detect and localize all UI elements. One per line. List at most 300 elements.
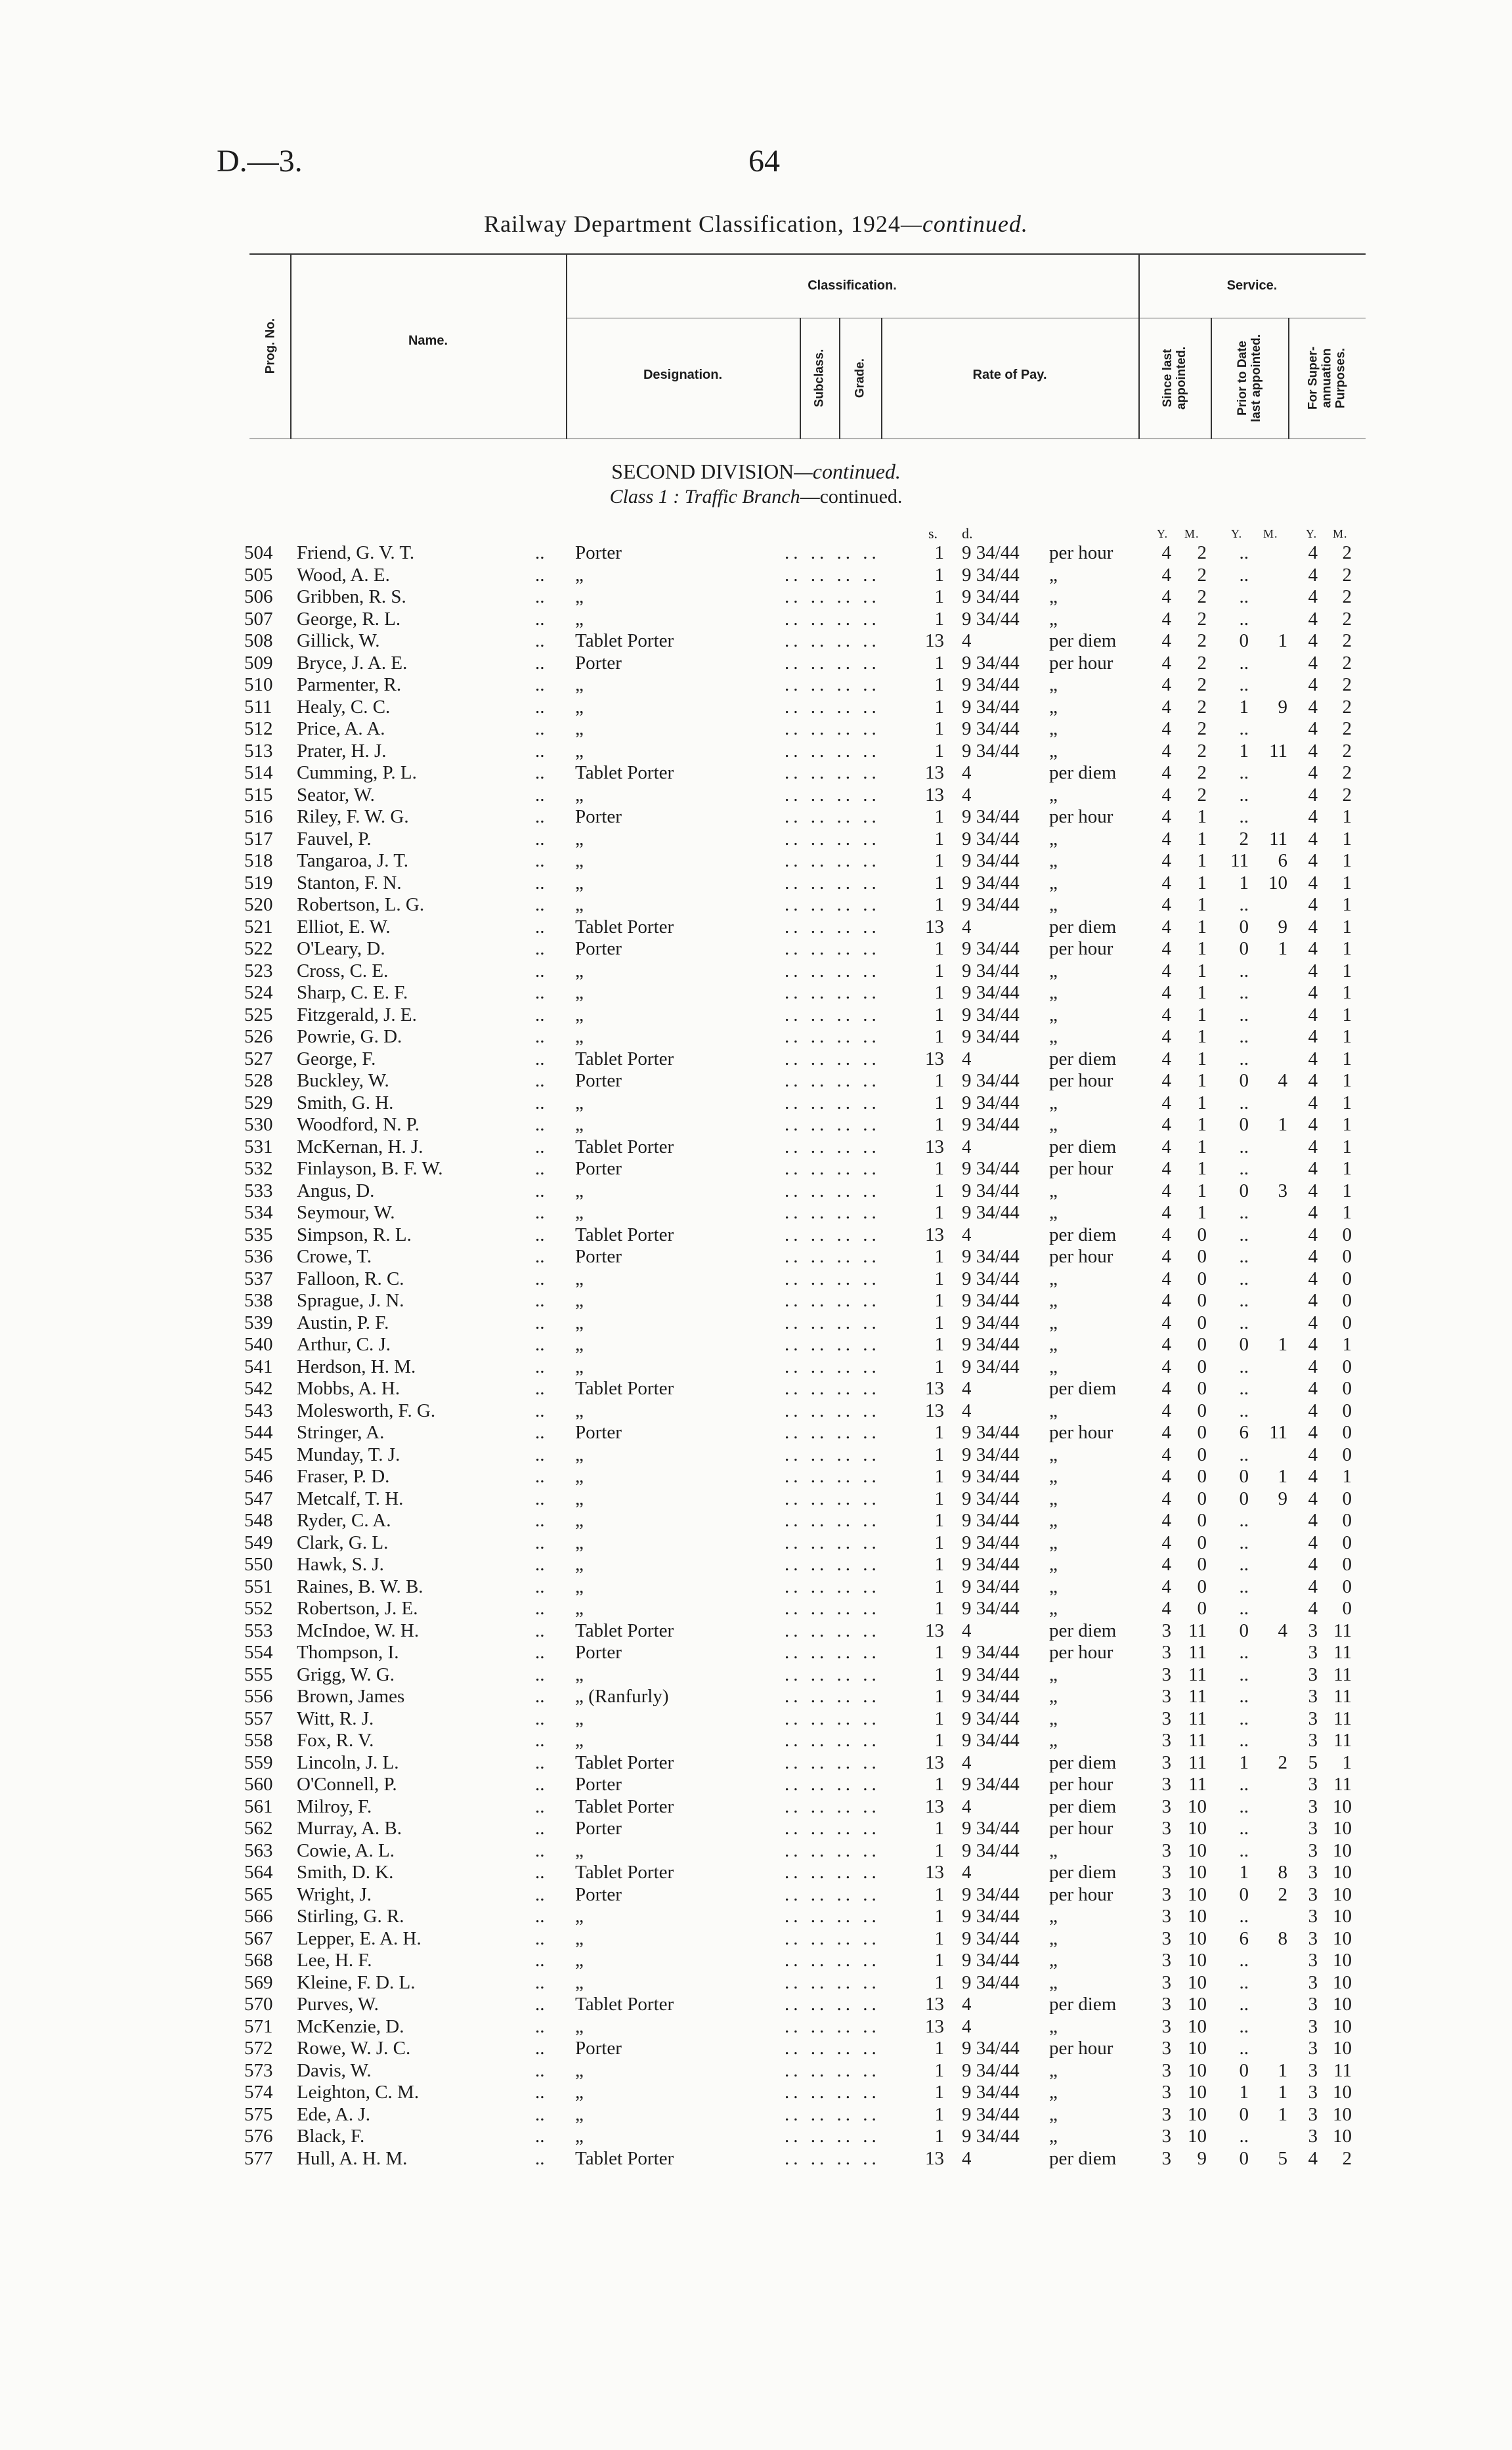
super-months: 1 (1342, 916, 1352, 937)
super-months: 11 (1333, 1708, 1352, 1729)
designation: Porter (575, 1642, 622, 1663)
super-years: 3 (1308, 1664, 1318, 1685)
prior-years: .. (1239, 1598, 1249, 1619)
prog-no: 505 (244, 564, 273, 586)
unit-months-prior: M. (1263, 527, 1278, 540)
rate-pence: 9 34/44 (962, 564, 1020, 586)
since-months: 0 (1197, 1246, 1207, 1267)
prior-years: .. (1239, 1026, 1249, 1047)
prog-no: 521 (244, 916, 273, 937)
super-years: 4 (1308, 916, 1318, 937)
unit-months-since: M. (1184, 527, 1199, 540)
staff-name: Raines, B. W. B. (297, 1576, 423, 1597)
since-months: 11 (1188, 1620, 1207, 1641)
leader-dots: .. (535, 1708, 545, 1729)
leader-dots: .. (535, 1818, 545, 1839)
rate-basis: „ (1049, 2126, 1058, 2147)
rate-shillings: 13 (925, 1048, 944, 1069)
prior-years: .. (1239, 2038, 1249, 2059)
since-years: 4 (1161, 1246, 1171, 1267)
designation: Porter (575, 542, 622, 563)
rate-shillings: 1 (934, 1312, 944, 1333)
super-months: 0 (1342, 1400, 1352, 1421)
prior-years: .. (1239, 784, 1249, 806)
rate-pence: 9 34/44 (962, 1576, 1020, 1597)
since-months: 10 (1188, 1971, 1207, 1993)
staff-name: Falloon, R. C. (297, 1268, 404, 1289)
divider-designation-subclass (800, 318, 801, 439)
rate-shillings: 1 (934, 1642, 944, 1663)
rate-pence: 9 34/44 (962, 1927, 1020, 1949)
leader-dots: .. .. .. .. (785, 1312, 880, 1333)
rate-basis: „ (1049, 1598, 1058, 1619)
rate-shillings: 1 (934, 608, 944, 630)
rate-pence: 4 (962, 630, 972, 651)
rate-pence: 4 (962, 1862, 972, 1883)
leader-dots: .. .. .. .. (785, 1664, 880, 1685)
rate-basis: per diem (1049, 762, 1117, 783)
table-row (0, 1906, 1512, 1928)
super-years: 3 (1308, 1927, 1318, 1949)
rate-shillings: 1 (934, 718, 944, 739)
rate-pence: 4 (962, 1048, 972, 1069)
staff-name: Bryce, J. A. E. (297, 652, 408, 674)
staff-name: Leighton, C. M. (297, 2082, 420, 2103)
prior-years: .. (1239, 1092, 1249, 1113)
since-months: 1 (1197, 938, 1207, 959)
leader-dots: .. (535, 872, 545, 893)
table-row (0, 1620, 1512, 1643)
prior-years: .. (1239, 1730, 1249, 1751)
designation: „ (575, 1906, 584, 1927)
rate-shillings: 1 (934, 696, 944, 718)
leader-dots: .. .. .. .. (785, 586, 880, 607)
table-row (0, 1818, 1512, 1840)
super-months: 2 (1342, 696, 1352, 718)
rate-shillings: 1 (934, 564, 944, 586)
leader-dots: .. .. .. .. (785, 1422, 880, 1443)
prog-no: 509 (244, 652, 273, 674)
table-row (0, 2104, 1512, 2126)
rate-shillings: 1 (934, 740, 944, 762)
super-months: 2 (1342, 762, 1352, 783)
leader-dots: .. (535, 1092, 545, 1113)
leader-dots: .. (535, 894, 545, 915)
designation: „ (575, 982, 584, 1003)
super-years: 3 (1308, 1708, 1318, 1729)
prior-years: 0 (1239, 1883, 1249, 1905)
table-row (0, 565, 1512, 587)
staff-table-body (0, 542, 1512, 2170)
since-years: 4 (1161, 1026, 1171, 1047)
rate-basis: „ (1049, 1202, 1058, 1223)
prog-no: 576 (244, 2126, 273, 2147)
rate-shillings: 13 (925, 1224, 944, 1245)
designation: „ (575, 1927, 584, 1949)
since-months: 1 (1197, 1004, 1207, 1025)
super-years: 3 (1308, 1642, 1318, 1663)
rate-basis: per hour (1049, 806, 1113, 827)
prior-years: .. (1239, 1818, 1249, 1839)
rate-basis: per diem (1049, 1752, 1117, 1773)
leader-dots: .. (535, 1686, 545, 1707)
rate-basis: „ (1049, 1114, 1058, 1135)
table-row (0, 1334, 1512, 1356)
super-years: 4 (1308, 1026, 1318, 1047)
leader-dots: .. (535, 1950, 545, 1971)
since-years: 4 (1161, 1378, 1171, 1399)
super-months: 0 (1342, 1312, 1352, 1333)
leader-dots: .. (535, 718, 545, 739)
staff-name: Brown, James (297, 1686, 405, 1707)
since-years: 3 (1161, 1730, 1171, 1751)
rate-shillings: 1 (934, 674, 944, 695)
rate-pence: 9 34/44 (962, 1488, 1020, 1509)
since-months: 2 (1197, 608, 1207, 630)
rate-basis: per diem (1049, 2147, 1117, 2169)
staff-name: Fitzgerald, J. E. (297, 1004, 417, 1025)
super-years: 3 (1308, 2015, 1318, 2037)
rate-pence: 9 34/44 (962, 1906, 1020, 1927)
since-months: 0 (1197, 1466, 1207, 1487)
prior-years: .. (1239, 1664, 1249, 1685)
since-years: 4 (1161, 828, 1171, 849)
staff-name: Hawk, S. J. (297, 1554, 384, 1575)
prior-months: 11 (1269, 1422, 1287, 1443)
since-months: 1 (1197, 982, 1207, 1003)
leader-dots: .. (535, 1334, 545, 1355)
rate-basis: per diem (1049, 916, 1117, 937)
rate-basis: „ (1049, 1312, 1058, 1333)
table-row (0, 1994, 1512, 2016)
table-row (0, 741, 1512, 763)
rate-shillings: 1 (934, 1664, 944, 1685)
table-row (0, 806, 1512, 828)
table-row (0, 1048, 1512, 1071)
rate-shillings: 1 (934, 2059, 944, 2081)
rate-pence: 9 34/44 (962, 1444, 1020, 1465)
since-years: 4 (1161, 806, 1171, 827)
leader-dots: .. .. .. .. (785, 674, 880, 695)
since-years: 3 (1161, 1862, 1171, 1883)
designation: „ (575, 1180, 584, 1201)
prior-years: .. (1239, 1950, 1249, 1971)
prior-years: 1 (1239, 740, 1249, 762)
leader-dots: .. (535, 586, 545, 607)
table-row (0, 1532, 1512, 1555)
super-years: 4 (1308, 1598, 1318, 1619)
designation: Tablet Porter (575, 2147, 674, 2169)
designation: Porter (575, 938, 622, 959)
leader-dots: .. (535, 1839, 545, 1861)
rate-shillings: 1 (934, 1246, 944, 1267)
unit-years-prior: Y. (1231, 527, 1243, 540)
since-years: 4 (1161, 850, 1171, 871)
since-years: 3 (1161, 1971, 1171, 1993)
prior-years: .. (1239, 1224, 1249, 1245)
since-years: 3 (1161, 2103, 1171, 2125)
rate-basis: per hour (1049, 652, 1113, 674)
leader-dots: .. .. .. .. (785, 2015, 880, 2037)
page-title-continued: —continued. (900, 211, 1028, 237)
since-years: 4 (1161, 740, 1171, 762)
header-grade: Grade. (853, 358, 867, 398)
designation: „ (575, 1004, 584, 1025)
staff-name: Healy, C. C. (297, 696, 391, 718)
rate-pence: 4 (962, 916, 972, 937)
designation: „ (575, 1532, 584, 1553)
super-months: 1 (1342, 894, 1352, 915)
super-years: 4 (1308, 1444, 1318, 1465)
rate-shillings: 1 (934, 1730, 944, 1751)
super-years: 4 (1308, 1070, 1318, 1091)
staff-name: Black, F. (297, 2126, 365, 2147)
super-years: 4 (1308, 1510, 1318, 1531)
since-months: 1 (1197, 872, 1207, 893)
since-months: 10 (1188, 2059, 1207, 2081)
rate-basis: „ (1049, 1510, 1058, 1531)
rate-shillings: 13 (925, 1795, 944, 1817)
super-years: 3 (1308, 2082, 1318, 2103)
prior-months: 11 (1269, 740, 1287, 762)
leader-dots: .. .. .. .. (785, 784, 880, 806)
prior-years: .. (1239, 1136, 1249, 1157)
unit-pence: d. (962, 525, 973, 542)
rate-pence: 4 (962, 784, 972, 806)
designation: „ (575, 828, 584, 849)
rate-basis: „ (1049, 894, 1058, 915)
super-months: 10 (1333, 2038, 1352, 2059)
table-row (0, 1070, 1512, 1092)
super-years: 4 (1308, 938, 1318, 959)
prog-no: 527 (244, 1048, 273, 1069)
rate-basis: per hour (1049, 2038, 1113, 2059)
super-months: 1 (1342, 1114, 1352, 1135)
super-years: 4 (1308, 872, 1318, 893)
super-months: 11 (1333, 1664, 1352, 1685)
since-months: 0 (1197, 1224, 1207, 1245)
table-row (0, 1378, 1512, 1400)
table-row (0, 1158, 1512, 1180)
super-years: 4 (1308, 630, 1318, 651)
designation: Tablet Porter (575, 1048, 674, 1069)
rate-basis: per hour (1049, 542, 1113, 563)
rate-basis: „ (1049, 1290, 1058, 1311)
since-months: 11 (1188, 1730, 1207, 1751)
leader-dots: .. (535, 542, 545, 563)
rate-pence: 9 34/44 (962, 1818, 1020, 1839)
unit-shillings: s. (928, 525, 938, 542)
prog-no: 507 (244, 608, 273, 630)
class-label: Class 1 : (609, 486, 680, 507)
rate-pence: 9 34/44 (962, 1730, 1020, 1751)
leader-dots: .. (535, 740, 545, 762)
rate-shillings: 1 (934, 2082, 944, 2103)
rate-basis: „ (1049, 586, 1058, 607)
staff-name: Arthur, C. J. (297, 1334, 391, 1355)
since-years: 4 (1161, 872, 1171, 893)
page-reference: D.—3. (217, 144, 303, 179)
rate-pence: 9 34/44 (962, 674, 1020, 695)
leader-dots: .. .. .. .. (785, 1488, 880, 1509)
leader-dots: .. .. .. .. (785, 1048, 880, 1069)
super-years: 3 (1308, 1730, 1318, 1751)
prog-no: 563 (244, 1839, 273, 1861)
designation: Porter (575, 652, 622, 674)
rate-pence: 4 (962, 1136, 972, 1157)
prior-years: .. (1239, 542, 1249, 563)
staff-name: Woodford, N. P. (297, 1114, 420, 1135)
header-classification: Classification. (808, 278, 897, 293)
rate-shillings: 1 (934, 542, 944, 563)
since-years: 4 (1161, 1422, 1171, 1443)
rate-shillings: 1 (934, 1290, 944, 1311)
super-years: 4 (1308, 1180, 1318, 1201)
prior-years: .. (1239, 1202, 1249, 1223)
rate-shillings: 1 (934, 1158, 944, 1179)
prior-months: 9 (1278, 1488, 1287, 1509)
super-months: 2 (1342, 2147, 1352, 2169)
since-months: 11 (1188, 1664, 1207, 1685)
rate-basis: per hour (1049, 1774, 1113, 1795)
staff-name: Sprague, J. N. (297, 1290, 404, 1311)
leader-dots: .. .. .. .. (785, 1092, 880, 1113)
designation: „ (575, 1334, 584, 1355)
table-row (0, 1928, 1512, 1950)
staff-name: McKenzie, D. (297, 2015, 404, 2037)
super-months: 11 (1333, 1642, 1352, 1663)
prog-no: 555 (244, 1664, 273, 1685)
since-years: 3 (1161, 1708, 1171, 1729)
table-row (0, 1092, 1512, 1115)
rate-pence: 4 (962, 1994, 972, 2015)
rate-basis: „ (1049, 696, 1058, 718)
leader-dots: .. (535, 1158, 545, 1179)
prog-no: 574 (244, 2082, 273, 2103)
super-years: 4 (1308, 1114, 1318, 1135)
since-years: 3 (1161, 1752, 1171, 1773)
designation: „ (575, 564, 584, 586)
since-months: 10 (1188, 2103, 1207, 2125)
since-months: 2 (1197, 564, 1207, 586)
rate-shillings: 13 (925, 630, 944, 651)
staff-name: Lincoln, J. L. (297, 1752, 399, 1773)
header-since-last-appointed: Since last appointed. (1161, 346, 1188, 410)
super-years: 4 (1308, 1356, 1318, 1377)
super-months: 2 (1342, 564, 1352, 586)
leader-dots: .. .. .. .. (785, 542, 880, 563)
since-years: 4 (1161, 982, 1171, 1003)
leader-dots: .. .. .. .. (785, 1004, 880, 1025)
table-row (0, 1796, 1512, 1818)
rate-basis: „ (1049, 2015, 1058, 2037)
prog-no: 511 (244, 696, 272, 718)
rate-shillings: 1 (934, 1202, 944, 1223)
prog-no: 558 (244, 1730, 273, 1751)
rate-shillings: 1 (934, 1466, 944, 1487)
super-years: 3 (1308, 1795, 1318, 1817)
super-months: 0 (1342, 1268, 1352, 1289)
prior-years: .. (1239, 1246, 1249, 1267)
since-months: 10 (1188, 1906, 1207, 1927)
table-row (0, 697, 1512, 719)
prog-no: 538 (244, 1290, 273, 1311)
prog-no: 504 (244, 542, 273, 563)
leader-dots: .. .. .. .. (785, 652, 880, 674)
table-row (0, 1730, 1512, 1752)
since-years: 4 (1161, 894, 1171, 915)
rate-basis: per hour (1049, 1883, 1113, 1905)
rate-basis: per hour (1049, 1422, 1113, 1443)
rate-pence: 9 34/44 (962, 1839, 1020, 1861)
since-years: 3 (1161, 1994, 1171, 2015)
leader-dots: .. .. .. .. (785, 1400, 880, 1421)
since-months: 10 (1188, 1994, 1207, 2015)
designation: „ (575, 1664, 584, 1685)
staff-name: Milroy, F. (297, 1795, 372, 1817)
since-years: 4 (1161, 938, 1171, 959)
rate-pence: 4 (962, 1400, 972, 1421)
prior-months: 1 (1278, 630, 1287, 651)
super-months: 1 (1342, 1334, 1352, 1355)
prior-years: .. (1239, 1312, 1249, 1333)
prog-no: 534 (244, 1202, 273, 1223)
staff-name: Simpson, R. L. (297, 1224, 412, 1245)
since-months: 1 (1197, 916, 1207, 937)
designation: „ (575, 1950, 584, 1971)
leader-dots: .. .. .. .. (785, 1994, 880, 2015)
prog-no: 573 (244, 2059, 273, 2081)
since-months: 0 (1197, 1554, 1207, 1575)
rate-pence: 9 34/44 (962, 1158, 1020, 1179)
super-years: 4 (1308, 1136, 1318, 1157)
table-row (0, 1950, 1512, 1972)
prior-years: .. (1239, 1642, 1249, 1663)
prior-years: 1 (1239, 872, 1249, 893)
leader-dots: .. (535, 1180, 545, 1201)
rate-basis: „ (1049, 1971, 1058, 1993)
since-years: 3 (1161, 1906, 1171, 1927)
rate-pence: 9 34/44 (962, 1642, 1020, 1663)
super-months: 1 (1342, 1752, 1352, 1773)
leader-dots: .. .. .. .. (785, 982, 880, 1003)
designation: Porter (575, 806, 622, 827)
prog-no: 531 (244, 1136, 273, 1157)
rate-basis: „ (1049, 784, 1058, 806)
division-continued: —continued. (794, 460, 901, 483)
rate-pence: 9 34/44 (962, 1026, 1020, 1047)
super-months: 2 (1342, 608, 1352, 630)
leader-dots: .. .. .. .. (785, 1686, 880, 1707)
rate-basis: „ (1049, 674, 1058, 695)
super-years: 4 (1308, 674, 1318, 695)
rate-shillings: 13 (925, 1752, 944, 1773)
super-months: 2 (1342, 630, 1352, 651)
designation: Tablet Porter (575, 1224, 674, 1245)
rate-basis: „ (1049, 564, 1058, 586)
super-years: 4 (1308, 1576, 1318, 1597)
rate-shillings: 1 (934, 1532, 944, 1553)
rate-basis: „ (1049, 740, 1058, 762)
prior-years: 0 (1239, 938, 1249, 959)
prog-no: 519 (244, 872, 273, 893)
rate-pence: 9 34/44 (962, 652, 1020, 674)
super-months: 1 (1342, 806, 1352, 827)
prog-no: 536 (244, 1246, 273, 1267)
rate-pence: 9 34/44 (962, 1598, 1020, 1619)
leader-dots: .. .. .. .. (785, 718, 880, 739)
rate-shillings: 1 (934, 1708, 944, 1729)
